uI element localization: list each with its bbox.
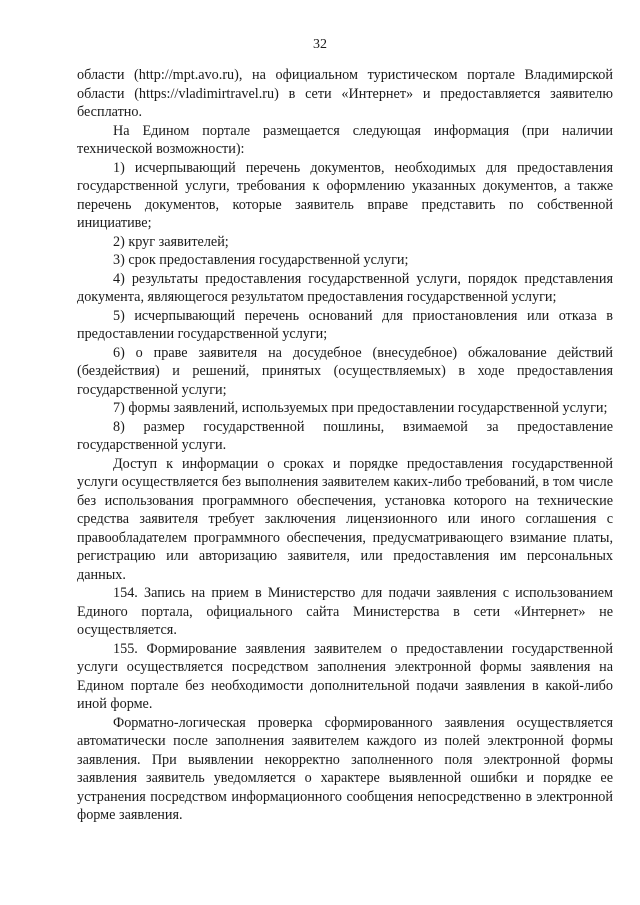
list-item-4: 4) результаты предоставления государственной услуги, порядок представления документа, являющегося результатом предоставления государственной услуги; — [77, 270, 613, 305]
list-item-2: 2) круг заявителей; — [113, 233, 229, 250]
paragraph-2: На Едином портале размещается следующая информация (при наличии технической возможности): — [77, 122, 613, 157]
clause-155: 155. Формирование заявления заявителем о предоставлении государственной услуги осуществляется посредством заполнения электронной формы заявления на Едином портале без необходимости дополнительной подачи заявления в какой-либо иной форме. — [77, 640, 613, 712]
page-number: 32 — [313, 37, 327, 52]
list-item-5: 5) исчерпывающий перечень оснований для приостановления или отказа в предоставлении государственной услуги; — [77, 307, 613, 342]
list-item-6: 6) о праве заявителя на досудебное (внесудебное) обжалование действий (бездействия) и решений, принятых (осуществляемых) в ходе предоставления государственной услуги; — [77, 344, 613, 398]
document-body — [77, 66, 613, 825]
clause-154: 154. Запись на прием в Министерство для подачи заявления с использованием Единого портала, официального сайта Министерства в сети «Интернет» не осуществляется. — [77, 585, 613, 638]
paragraph-1: области (http://mpt.avo.ru), на официальном туристическом портале Владимирской области (https://vladimirtravel.ru) в сети «Интернет» и предоставляется заявителю бесплатно. — [77, 67, 613, 120]
list-item-1: 1) исчерпывающий перечень документов, необходимых для предоставления государственной услуги, требования к оформлению указанных документов, а также перечень документов, которые заявитель вправе представить по собственной инициативе; — [77, 159, 613, 231]
paragraph-validation: Форматно-логическая проверка сформированного заявления осуществляется автоматически после заполнения заявителем каждого из полей электронной формы заявления. При выявлении некорректно заполненного поля электронной формы заявления заявитель уведомляется о характере выявленной ошибки и порядке ее устранения посредством информационного сообщения непосредственно в электронной форме заявления. — [77, 714, 613, 823]
paragraph-access: Доступ к информации о сроках и порядке предоставления государственной услуги осуществляется без выполнения заявителем каких-либо требований, в том числе без использования программного обеспечения, установка которого на технические средства заявителя требует заключения лицензионного или иного соглашения с правообладателем программного обеспечения, предусматривающего взимание платы, регистрацию или авторизацию заявителя, или предоставления им персональных данных. — [77, 455, 613, 583]
list-item-7: 7) формы заявлений, используемых при предоставлении государственной услуги; — [113, 400, 608, 416]
list-item-8: 8) размер государственной пошлины, взимаемой за предоставление государственной услуги. — [77, 418, 613, 453]
list-item-3: 3) срок предоставления государственной услуги; — [113, 252, 409, 268]
